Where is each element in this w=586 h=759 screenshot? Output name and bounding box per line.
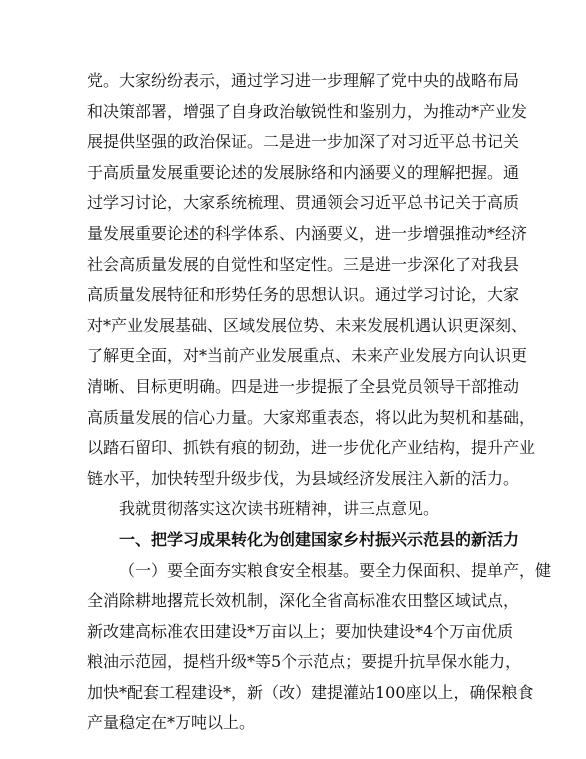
text-line: 加快*配套工程建设*，新（改）建提灌站100座以上，确保粮食 (87, 682, 534, 702)
text-line: 展提供坚强的政治保证。二是进一步加深了对习近平总书记关 (87, 132, 520, 152)
text-line: 社会高质量发展的自觉性和坚定性。三是进一步深化了对我县 (87, 254, 520, 274)
text-line: 过学习讨论，大家系统梳理、贯通领会习近平总书记关于高质 (87, 193, 520, 213)
text-line: 全消除耕地撂荒长效机制，深化全省高标准农田整区域试点， (87, 591, 520, 611)
text-line: 产量稳定在*万吨以上。 (87, 713, 256, 733)
text-line: 链水平，加快转型升级步伐，为县域经济发展注入新的活力。 (87, 468, 520, 488)
text-line: 于高质量发展重要论述的发展脉络和内涵要义的理解把握。通 (87, 162, 520, 182)
text-line: 高质量发展的信心力量。大家郑重表态，将以此为契机和基础， (87, 407, 536, 427)
text-line: 对*产业发展基础、区域发展位势、未来发展机遇认识更深刻、 (87, 315, 528, 335)
text-line: 高质量发展特征和形势任务的思想认识。通过学习讨论，大家 (87, 285, 520, 305)
text-line: 以踏石留印、抓铁有痕的韧劲，进一步优化产业结构，提升产业 (87, 438, 536, 458)
document-body (87, 66, 552, 739)
text-line: 量发展重要论述的科学体系、内涵要义，进一步增强推动*经济 (87, 223, 528, 243)
text-line: 新改建高标准农田建设*万亩以上；要加快建设*4个万亩优质 (87, 621, 514, 641)
text-line: 了解更全面，对*当前产业发展重点、未来产业发展方向认识更 (87, 346, 528, 366)
text-line: 粮油示范园，提档升级*等5个示范点；要提升抗旱保水能力， (87, 652, 522, 672)
text-line: （一）要全面夯实粮食安全根基。要全力保面积、提单产，健 (119, 560, 552, 580)
paragraph-2: 我就贯彻落实这次读书班精神，讲三点意见。 (119, 499, 440, 519)
paragraph-3 (87, 556, 552, 740)
paragraph-1 (87, 66, 536, 494)
text-line: 党。大家纷纷表示，通过学习进一步理解了党中央的战略布局 (87, 71, 520, 90)
text-line: 和决策部署，增强了自身政治敏锐性和鉴别力，为推动*产业发 (87, 101, 528, 121)
text-line: 清晰、目标更明确。四是进一步提振了全县党员领导干部推动 (87, 376, 520, 396)
section-heading: 一、把学习成果转化为创建国家乡村振兴示范县的新活力 (119, 529, 520, 549)
